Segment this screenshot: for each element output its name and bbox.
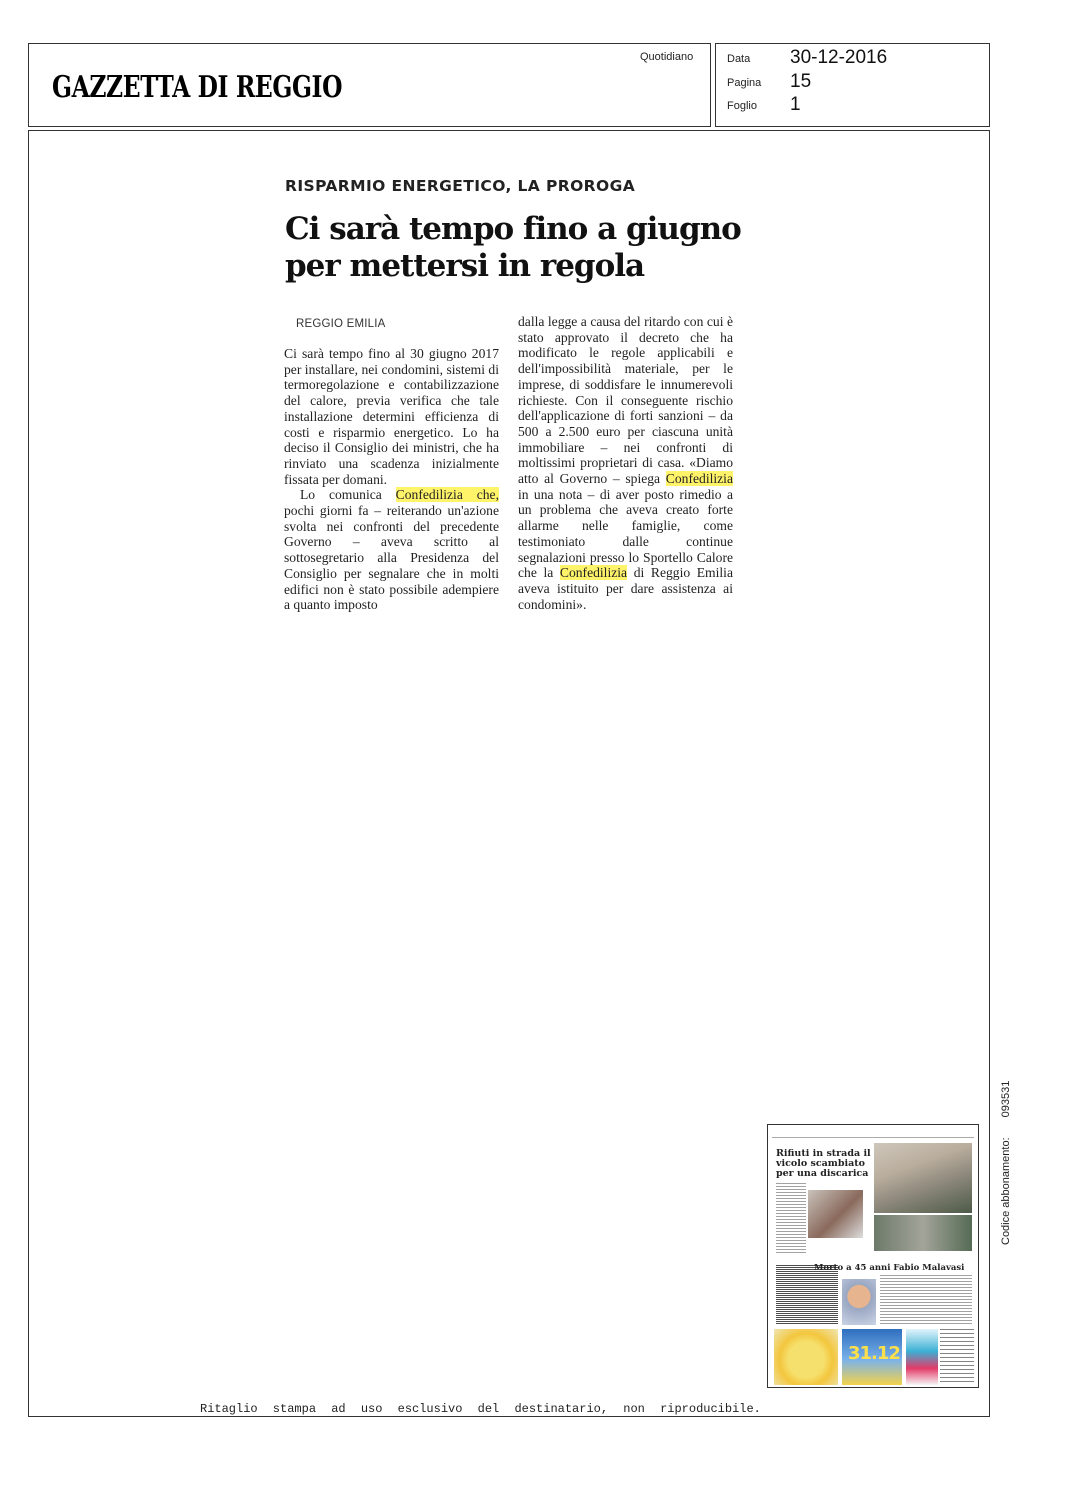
thumbnail-topbar — [772, 1129, 974, 1138]
paragraph-3-part-1: dalla legge a causa del ritardo con cui è stato approvato il decreto che ha modificato le regole applicabili e dell'impossibilità materiale, per le imprese, di soddisfare le innumerevoli richieste. Con il conseguente rischio dell'applicazione di forti sanzioni – da 500 a 2.500 euro per ciascuna unità immobiliare – nei confronti di moltissimi proprietari di casa. «Diamo atto al Governo – spiega — [518, 314, 733, 487]
subscription-number: 093531 — [1000, 1080, 1012, 1118]
article-paragraph-2 — [284, 487, 499, 613]
article-headline: Ci sarà tempo fino a giugno per mettersi in regola — [285, 211, 741, 284]
highlight-confedilizia: Confedilizia — [665, 471, 733, 487]
page-thumbnail — [767, 1124, 979, 1388]
article-paragraph-3 — [518, 314, 733, 612]
thumbnail-ad — [906, 1329, 938, 1385]
thumbnail-photo-trash — [874, 1215, 972, 1251]
thumbnail-portrait — [842, 1279, 876, 1325]
article-column-2 — [518, 314, 733, 612]
thumbnail-ad — [940, 1329, 974, 1385]
article-dateline: REGGIO EMILIA — [296, 318, 386, 330]
subscription-code — [1000, 1081, 1012, 1245]
thumbnail-headline-2: Morto a 45 anni Fabio Malavasi — [814, 1263, 965, 1273]
meta-label-pagina: Pagina — [727, 77, 762, 89]
meta-label-data: Data — [727, 53, 751, 65]
subscription-label: Codice abbonamento: — [1000, 1137, 1012, 1245]
paragraph-3-part-3: di Reggio Emilia aveva istituito per dare assistenza ai condomini». — [518, 565, 733, 612]
paragraph-2-start: Lo comunica — [300, 487, 396, 503]
thumbnail-photo-small — [808, 1190, 863, 1238]
paragraph-2-rest: pochi giorni fa – reiterando un'azione svolta nei confronti del precedente Governo – aveva scritto al sottosegretario alla Presidenza del Consiglio per segnalare che in molti edifici non è stato possibile adempiere a quanto imposto — [284, 503, 499, 613]
thumbnail-ad-text: 31.12 — [848, 1343, 900, 1364]
thumbnail-text-block — [776, 1265, 838, 1325]
meta-value-pagina: 15 — [790, 71, 812, 92]
thumbnail-text-block — [880, 1275, 972, 1325]
article-column-1 — [284, 346, 499, 613]
article-paragraph-1: Ci sarà tempo fino al 30 giugno 2017 per installare, nei condomini, sistemi di termoregolazione e contabilizzazione del calore, previa verifica che tale installazione determini efficienza di costi e risparmio energetico. Lo ha deciso il Consiglio dei ministri, che ha rinviato una scadenza inizialmente fissata per domani. — [284, 346, 499, 487]
masthead-logo: GAZZETTA DI REGGIO — [52, 70, 343, 105]
thumbnail-headline: Rifiuti in strada il vicolo scambiato per una discarica — [776, 1148, 871, 1179]
thumbnail-photo-street — [874, 1143, 972, 1213]
meta-label-foglio: Foglio — [727, 100, 757, 112]
article-kicker: RISPARMIO ENERGETICO, LA PROROGA — [285, 177, 636, 195]
thumbnail-text-block — [776, 1183, 806, 1253]
meta-value-data: 30-12-2016 — [790, 47, 888, 68]
thumbnail-ad — [774, 1329, 838, 1385]
highlight-confedilizia: Confedilizia che, — [395, 487, 499, 503]
meta-value-foglio: 1 — [790, 94, 801, 115]
paragraph-3-part-2: in una nota – di aver posto rimedio a un problema che aveva creato forte allarme nelle famiglie, come testimoniato dalle continue segnalazioni presso lo Sportello Calore che la — [518, 486, 733, 581]
footer-disclaimer: Ritaglio stampa ad uso esclusivo del destinatario, non riproducibile. — [200, 1402, 761, 1416]
highlight-confedilizia: Confedilizia — [559, 565, 628, 581]
publication-type: Quotidiano — [640, 51, 694, 63]
